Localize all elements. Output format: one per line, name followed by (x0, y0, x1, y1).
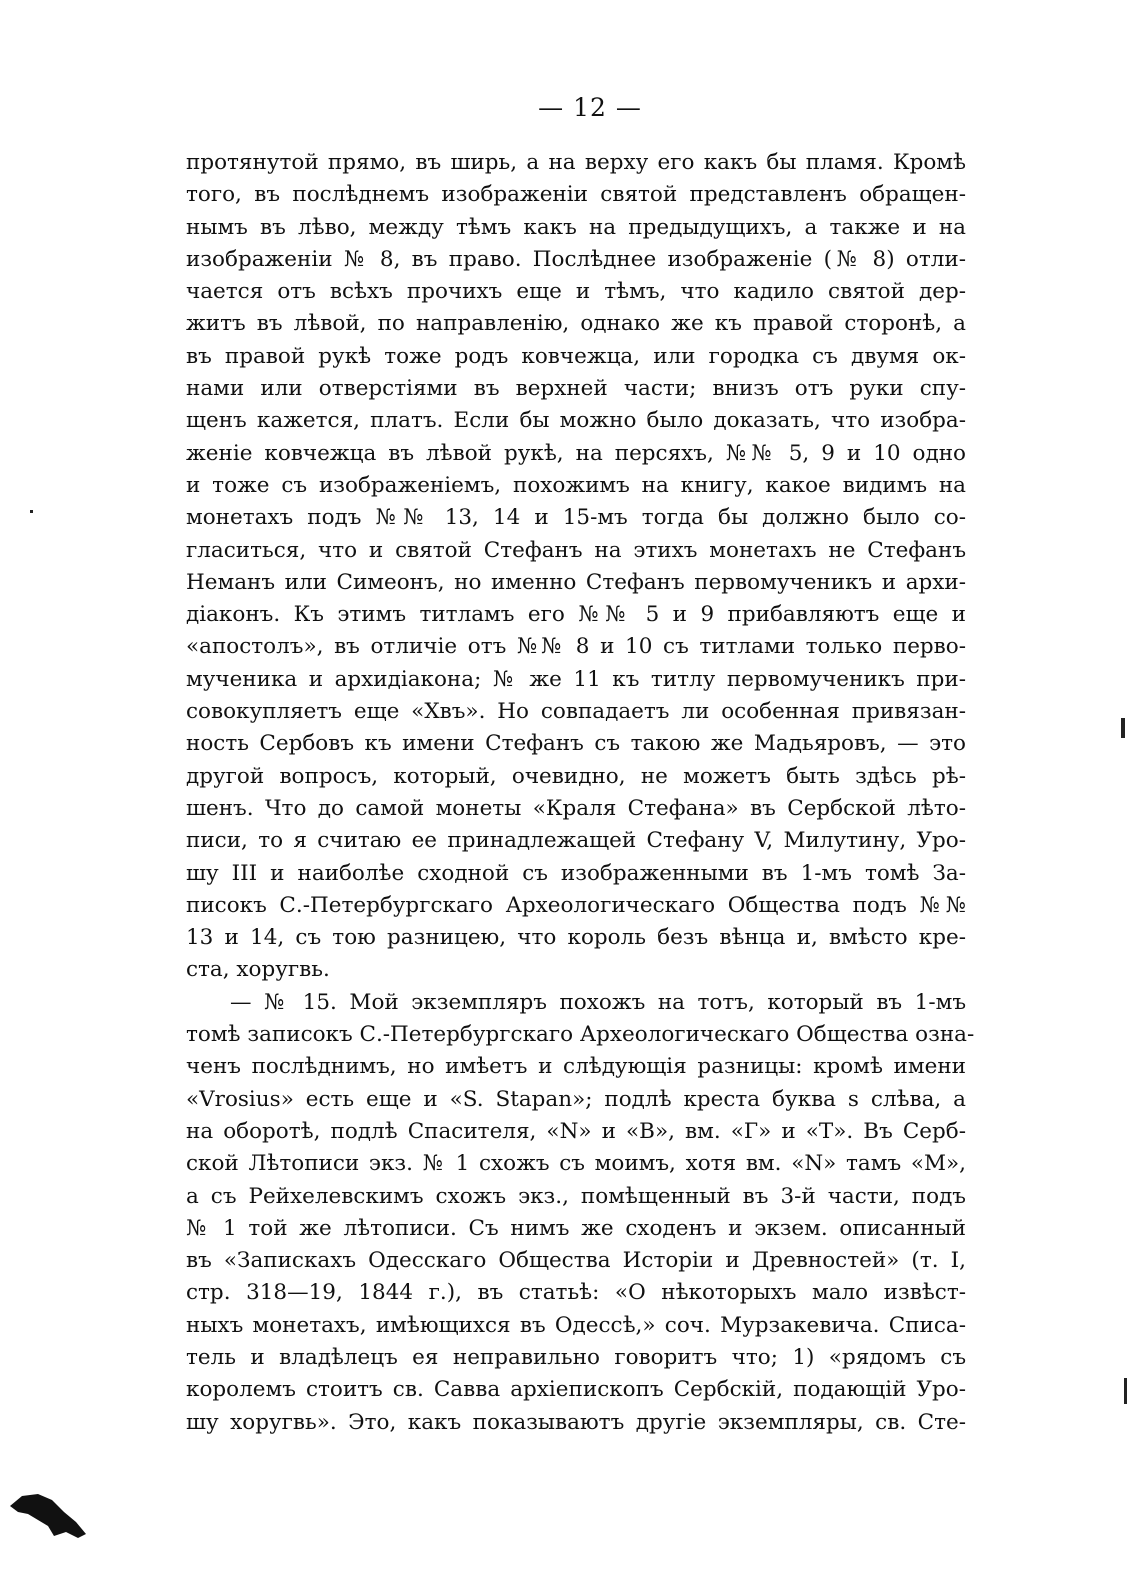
text-line: женіе ковчежца въ лѣвой рукѣ, на персяхъ, №№ 5, 9 и 10 одно (186, 440, 966, 466)
paragraph-1 (186, 147, 966, 987)
text-line: и тоже съ изображеніемъ, похожимъ на книгу, какое видимъ на (186, 472, 966, 498)
text-line: стр. 318—19, 1844 г.), въ статьѣ: «О нѣкоторыхъ мало извѣст- (186, 1280, 966, 1306)
text-line: 13 и 14, съ тою разницею, что король безъ вѣнца и, вмѣсто кре- (186, 925, 966, 951)
text-line: совокупляетъ еще «Хвъ». Но совпадаетъ ли особенная привязан- (186, 699, 966, 725)
ink-blot-mark (8, 1492, 90, 1540)
text-line: шу III и наиболѣе сходной съ изображенными въ 1-мъ томѣ За- (186, 860, 966, 886)
text-line: № 1 той же лѣтописи. Съ нимъ же сходенъ и экзем. описанный (186, 1215, 966, 1241)
text-line: чается отъ всѣхъ прочихъ еще и тѣмъ, что кадило святой дер- (186, 279, 966, 305)
text-line: тель и владѣлецъ ея неправильно говоритъ что; 1) «рядомъ съ (186, 1344, 966, 1370)
text-line: гласиться, что и святой Стефанъ на этихъ монетахъ не Стефанъ (186, 537, 966, 563)
text-line: писи, то я считаю ее принадлежащей Стефану V, Милутину, Уро- (186, 828, 966, 854)
text-line: шу хоругвь». Это, какъ показываютъ другіе экземпляры, св. Сте- (186, 1409, 966, 1435)
margin-mark (1121, 718, 1125, 738)
text-line: на оборотѣ, подлѣ Спасителя, «N» и «B», вм. «Г» и «Т». Въ Серб- (186, 1118, 966, 1144)
text-line: ныхъ монетахъ, имѣющихся въ Одессѣ,» соч. Мурзакевича. Списа- (186, 1312, 966, 1338)
text-line: ность Сербовъ къ имени Стефанъ съ такою же Мадьяровъ, — это (186, 731, 966, 757)
text-line: монетахъ подъ №№ 13, 14 и 15-мъ тогда бы должно было со- (186, 505, 966, 531)
text-line: ченъ послѣднимъ, но имѣетъ и слѣдующія разницы: кромѣ имени (186, 1054, 966, 1080)
text-line: въ «Запискахъ Одесскаго Общества Исторіи и Древностей» (т. I, (186, 1248, 966, 1274)
text-line: протянутой прямо, въ ширь, а на верху его какъ бы пламя. Кромѣ (186, 150, 966, 175)
text-line: «Vrosius» есть еще и «S. Stapan»; подлѣ креста буква s слѣва, а (186, 1086, 966, 1112)
text-line: изображеніи № 8, въ право. Послѣднее изображеніе (№ 8) отли- (186, 246, 966, 272)
body-text (186, 147, 975, 1439)
text-line: писокъ С.-Петербургскаго Археологическаго Общества подъ №№ (186, 892, 966, 918)
text-line: другой вопросъ, который, очевидно, не можетъ быть здѣсь рѣ- (186, 763, 966, 789)
text-line: нымъ въ лѣво, между тѣмъ какъ на предыдущихъ, а также и на (186, 214, 966, 240)
margin-mark (30, 510, 33, 513)
paragraph-2 (186, 987, 975, 1439)
text-line: въ правой рукѣ тоже родъ ковчежца, или городка съ двумя ок- (186, 343, 966, 369)
text-line: «апостолъ», въ отличіе отъ №№ 8 и 10 съ титлами только перво- (186, 634, 966, 660)
text-line: Неманъ или Симеонъ, но именно Стефанъ первомученикъ и архи- (186, 569, 966, 595)
page-number: — 12 — (538, 93, 642, 122)
text-line: а съ Рейхелевскимъ схожъ экз., помѣщенный въ 3-й части, подъ (186, 1183, 966, 1209)
text-line: житъ въ лѣвой, по направленію, однако же къ правой сторонѣ, а (186, 311, 966, 337)
text-line: того, въ послѣднемъ изображеніи святой представленъ обращен- (186, 182, 966, 208)
text-line: ской Лѣтописи экз. № 1 схожъ съ моимъ, хотя вм. «N» тамъ «M», (186, 1151, 966, 1177)
text-line: ста, хоругвь. (186, 957, 330, 983)
text-line: діаконъ. Къ этимъ титламъ его №№ 5 и 9 прибавляютъ еще и (186, 602, 966, 628)
margin-mark (1124, 1378, 1127, 1404)
text-line: — № 15. Мой экземпляръ похожъ на тотъ, который въ 1-мъ (230, 989, 966, 1015)
text-line: королемъ стоитъ св. Савва архіепископъ Сербскій, подающій Уро- (186, 1377, 966, 1403)
text-line: щенъ кажется, платъ. Если бы можно было доказать, что изобра- (186, 408, 966, 434)
text-line: мученика и архидіакона; № же 11 къ титлу первомученикъ при- (186, 666, 966, 692)
text-line: шенъ. Что до самой монеты «Краля Стефана» въ Сербской лѣто- (186, 795, 966, 821)
text-line: томѣ записокъ С.-Петербургскаго Археологическаго Общества озна- (186, 1022, 975, 1048)
text-line: нами или отверстіями въ верхней части; внизъ отъ руки спу- (186, 376, 966, 402)
